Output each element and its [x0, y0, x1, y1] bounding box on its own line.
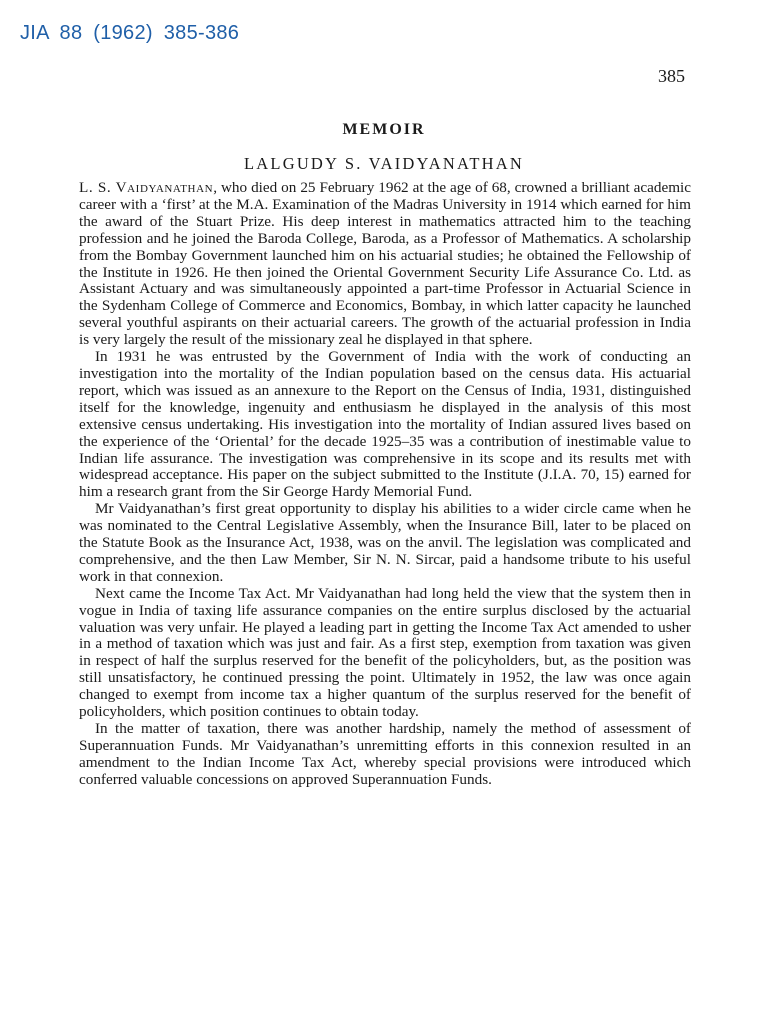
- page-number: 385: [658, 66, 685, 86]
- article-body: [79, 180, 691, 789]
- article-title: MEMOIR: [342, 121, 426, 138]
- lead-name: L. S. Vaidyanathan: [79, 179, 214, 196]
- paragraph: In 1931 he was entrusted by the Government of India with the work of conducting an investigation into the mortality of the Indian population based on the census data. His actuarial report, which was issued as an annexure to the Report on the Census of India, 1931, distinguished itself for the knowledge, ingenuity and enthusiasm he displayed in the analysis of this most extensive census undertaking. His investigation into the mortality of Indian assured lives based on the experience of the ‘Oriental’ for the decade 1925–35 was a contribution of inestimable value to Indian life assurance. The investigation was comprehensive in its scope and its results met with widespread acceptance. His paper on the subject submitted to the Institute (J.I.A. 70, 15) earned for him a research grant from the Sir George Hardy Memorial Fund.: [79, 348, 691, 501]
- paragraph-text: , who died on 25 February 1962 at the age of 68, crowned a brilliant academic career with a ‘first’ at the M.A. Examination of the Madras University in 1914 which earned for him the award of the Stuart Prize. His deep interest in mathematics attracted him to the teaching profession and he joined the Baroda College, Baroda, as a Professor of Mathematics. A scholarship from the Bombay Government launched him on his actuarial studies; he obtained the Fellowship of the Institute in 1926. He then joined the Oriental Government Security Life Assurance Co. Ltd. as Assistant Actuary and was simultaneously appointed a part-time Professor in Actuarial Science in the Sydenham College of Commerce and Economics, Bombay, in which latter capacity he launched several youthful aspirants on their actuarial careers. The growth of the actuarial profession in India is very largely the result of the missionary zeal he displayed in that sphere.: [79, 179, 691, 349]
- paragraph: [79, 180, 691, 349]
- paragraph: In the matter of taxation, there was another hardship, namely the method of assessment of Superannuation Funds. Mr Vaidyanathan’s unremitting efforts in this connexion resulted in an amendment to the Indian Income Tax Act, whereby special provisions were introduced which conferred valuable concessions on approved Superannuation Funds.: [79, 720, 691, 788]
- article-subtitle: LALGUDY S. VAIDYANATHAN: [244, 154, 524, 173]
- paragraph: Mr Vaidyanathan’s first great opportunity to display his abilities to a wider circle came when he was nominated to the Central Legislative Assembly, when the Insurance Bill, later to be placed on the Statute Book as the Insurance Act, 1938, was on the anvil. The legislation was complicated and comprehensive, and the then Law Member, Sir N. N. Sircar, paid a handsome tribute to his useful work in that connexion.: [79, 500, 691, 585]
- paragraph: Next came the Income Tax Act. Mr Vaidyanathan had long held the view that the system then in vogue in India of taxing life assurance companies on the entire surplus disclosed by the actuarial valuation was very unfair. He played a leading part in getting the Income Tax Act amended to usher in a method of taxation which was just and fair. As a first step, exemption from taxation was given in respect of half the surplus reserved for the benefit of the policyholders, but, as the position was still unsatisfactory, he continued pressing the point. Ultimately in 1952, the law was once again changed to exempt from income tax a higher quantum of the surplus reserved for the benefit of policyholders, which position continues to obtain today.: [79, 584, 691, 721]
- journal-citation: JIA 88 (1962) 385-386: [20, 22, 240, 44]
